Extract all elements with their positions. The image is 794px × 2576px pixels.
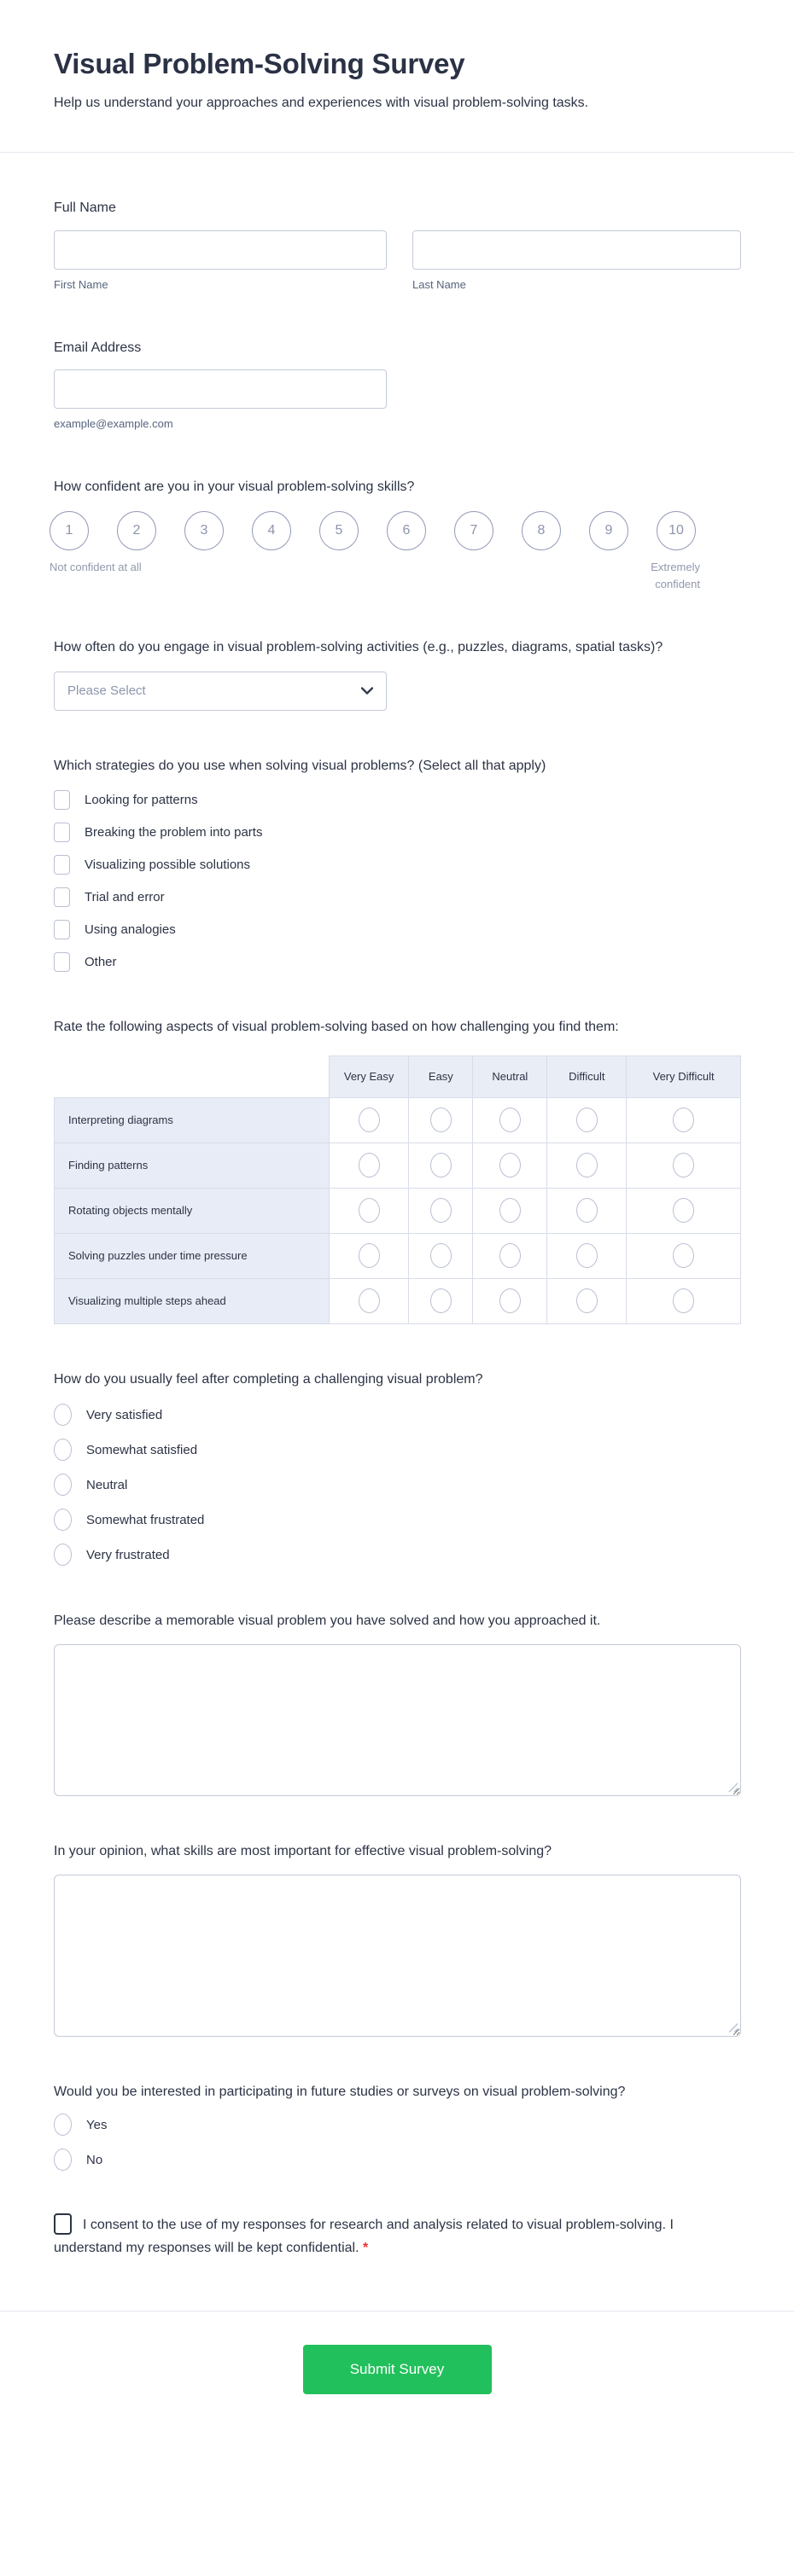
matrix-cell[interactable] xyxy=(547,1278,627,1323)
matrix-row-finding-patterns xyxy=(55,1143,741,1188)
question-confidence-scale xyxy=(50,476,741,592)
matrix-col-header: Neutral xyxy=(473,1055,547,1097)
header-divider xyxy=(0,152,794,153)
matrix-col-header: Easy xyxy=(409,1055,473,1097)
strategy-option-label: Breaking the problem into parts xyxy=(85,825,263,840)
matrix-radio[interactable] xyxy=(673,1198,694,1223)
matrix-radio[interactable] xyxy=(359,1108,380,1132)
matrix-radio[interactable] xyxy=(673,1108,694,1132)
matrix-radio[interactable] xyxy=(430,1243,452,1268)
matrix-radio[interactable] xyxy=(499,1198,521,1223)
scale-option-1[interactable]: 1 xyxy=(50,511,89,550)
matrix-row-time-pressure xyxy=(55,1233,741,1278)
matrix-col-header: Difficult xyxy=(547,1055,627,1097)
feeling-option-label: Neutral xyxy=(86,1477,128,1492)
strategy-option-patterns[interactable] xyxy=(54,790,741,810)
question-skills xyxy=(54,1840,741,2037)
matrix-cell[interactable] xyxy=(473,1188,547,1233)
matrix-cell[interactable] xyxy=(409,1278,473,1323)
email-sublabel: example@example.com xyxy=(54,417,173,431)
skills-question-label: In your opinion, what skills are most important for effective visual problem-solving? xyxy=(54,1844,552,1859)
question-frequency xyxy=(54,637,741,711)
strategy-option-label: Looking for patterns xyxy=(85,793,198,808)
memorable-textarea[interactable] xyxy=(54,1644,741,1796)
scale-options xyxy=(50,511,741,550)
matrix-row-label: Finding patterns xyxy=(55,1143,330,1188)
matrix-col-header: Very Easy xyxy=(329,1055,408,1097)
scale-option-3[interactable]: 3 xyxy=(184,511,224,550)
matrix-cell[interactable] xyxy=(627,1188,741,1233)
matrix-row-label: Solving puzzles under time pressure xyxy=(55,1233,330,1278)
scale-option-2[interactable]: 2 xyxy=(117,511,156,550)
chevron-down-icon xyxy=(361,687,373,695)
scale-option-7[interactable]: 7 xyxy=(454,511,493,550)
matrix-radio[interactable] xyxy=(673,1153,694,1178)
radio-icon[interactable] xyxy=(54,1544,72,1566)
matrix-cell[interactable] xyxy=(547,1233,627,1278)
matrix-row-label: Rotating objects mentally xyxy=(55,1188,330,1233)
matrix-radio[interactable] xyxy=(673,1288,694,1313)
consent-label: I consent to the use of my responses for research and analysis related to visual problem-solving. I understand my responses will be kept confidential. xyxy=(54,2218,674,2255)
matrix-cell[interactable] xyxy=(547,1188,627,1233)
page-title: Visual Problem-Solving Survey xyxy=(54,48,465,79)
matrix-cell[interactable] xyxy=(473,1097,547,1143)
matrix-radio[interactable] xyxy=(576,1288,598,1313)
feeling-option-label: Very frustrated xyxy=(86,1547,170,1562)
matrix-radio[interactable] xyxy=(430,1153,452,1178)
question-future-interest xyxy=(54,2081,741,2172)
required-asterisk: * xyxy=(362,2240,369,2255)
matrix-corner-cell xyxy=(55,1055,330,1097)
checkbox-icon[interactable] xyxy=(54,855,70,875)
email-label: Email Address xyxy=(54,340,142,355)
matrix-cell[interactable] xyxy=(627,1233,741,1278)
checkbox-icon[interactable] xyxy=(54,823,70,842)
matrix-radio[interactable] xyxy=(576,1153,598,1178)
feeling-option-somewhat-frustrated[interactable] xyxy=(54,1509,741,1531)
matrix-cell[interactable] xyxy=(627,1278,741,1323)
scale-option-9[interactable]: 9 xyxy=(589,511,628,550)
scale-option-8[interactable]: 8 xyxy=(522,511,561,550)
matrix-row-label: Interpreting diagrams xyxy=(55,1097,330,1143)
matrix-cell[interactable] xyxy=(329,1143,408,1188)
checkbox-icon[interactable] xyxy=(54,790,70,810)
question-challenge-matrix xyxy=(54,1016,741,1324)
strategy-option-other[interactable] xyxy=(54,952,741,972)
consent-checkbox[interactable] xyxy=(54,2213,72,2235)
future-option-label: No xyxy=(86,2152,103,2167)
matrix-cell[interactable] xyxy=(409,1233,473,1278)
strategy-option-label: Using analogies xyxy=(85,922,176,938)
scale-right-label: Extremely confident xyxy=(651,561,700,590)
radio-icon[interactable] xyxy=(54,1404,72,1426)
radio-icon[interactable] xyxy=(54,2114,72,2136)
page-subtitle: Help us understand your approaches and experiences with visual problem-solving tasks. xyxy=(54,96,589,110)
question-consent xyxy=(54,2213,741,2307)
strategy-option-analogies[interactable] xyxy=(54,920,741,939)
matrix-radio[interactable] xyxy=(499,1288,521,1313)
matrix-radio[interactable] xyxy=(673,1243,694,1268)
strategy-option-breaking[interactable] xyxy=(54,823,741,842)
memorable-question-label: Please describe a memorable visual problem you have solved and how you approached it. xyxy=(54,1614,601,1629)
full-name-label: Full Name xyxy=(54,200,116,215)
email-input[interactable] xyxy=(54,369,387,409)
matrix-cell[interactable] xyxy=(329,1188,408,1233)
question-email xyxy=(54,337,741,433)
submit-area xyxy=(0,2311,794,2437)
matrix-cell[interactable] xyxy=(409,1097,473,1143)
matrix-cell[interactable] xyxy=(627,1097,741,1143)
consent-row[interactable] xyxy=(54,2213,737,2259)
matrix-row-label: Visualizing multiple steps ahead xyxy=(55,1278,330,1323)
matrix-row-interpreting-diagrams xyxy=(55,1097,741,1143)
matrix-cell[interactable] xyxy=(409,1143,473,1188)
matrix-radio[interactable] xyxy=(430,1198,452,1223)
future-option-no[interactable] xyxy=(54,2149,741,2171)
strategy-option-label: Other xyxy=(85,955,117,970)
confidence-question-label: How confident are you in your visual problem-solving skills? xyxy=(54,480,415,495)
feeling-option-somewhat-satisfied[interactable] xyxy=(54,1439,741,1461)
feelings-question-label: How do you usually feel after completing a challenging visual problem? xyxy=(54,1371,483,1387)
matrix-radio[interactable] xyxy=(430,1108,452,1132)
matrix-radio[interactable] xyxy=(576,1108,598,1132)
checkbox-icon[interactable] xyxy=(54,920,70,939)
matrix-cell[interactable] xyxy=(409,1188,473,1233)
strategy-option-label: Visualizing possible solutions xyxy=(85,858,251,873)
matrix-row-rotating-objects xyxy=(55,1188,741,1233)
feeling-option-neutral[interactable] xyxy=(54,1474,741,1496)
matrix-cell[interactable] xyxy=(329,1097,408,1143)
matrix-radio[interactable] xyxy=(499,1153,521,1178)
matrix-cell[interactable] xyxy=(473,1233,547,1278)
matrix-radio[interactable] xyxy=(359,1153,380,1178)
matrix-row-multiple-steps xyxy=(55,1278,741,1323)
scale-option-6[interactable]: 6 xyxy=(387,511,426,550)
first-name-sublabel: First Name xyxy=(54,277,108,291)
feeling-option-label: Somewhat satisfied xyxy=(86,1442,198,1457)
feeling-option-label: Very satisfied xyxy=(86,1407,163,1422)
future-option-label: Yes xyxy=(86,2117,108,2132)
feeling-option-label: Somewhat frustrated xyxy=(86,1512,205,1527)
matrix-question-label: Rate the following aspects of visual problem-solving based on how challenging you find them: xyxy=(54,1020,619,1035)
challenge-matrix-table xyxy=(54,1055,741,1324)
radio-icon[interactable] xyxy=(54,2149,72,2171)
scale-option-5[interactable]: 5 xyxy=(319,511,359,550)
strategy-option-visualizing[interactable] xyxy=(54,855,741,875)
matrix-radio[interactable] xyxy=(359,1288,380,1313)
matrix-cell[interactable] xyxy=(627,1143,741,1188)
strategies-question-label: Which strategies do you use when solving visual problems? (Select all that apply) xyxy=(54,758,546,773)
strategy-option-trial-error[interactable] xyxy=(54,887,741,907)
scale-left-label: Not confident at all xyxy=(50,561,142,574)
future-interest-question-label: Would you be interested in participating in future studies or surveys on visual problem-solving? xyxy=(54,2084,626,2099)
matrix-radio[interactable] xyxy=(359,1243,380,1268)
question-memorable-problem xyxy=(54,1610,741,1796)
submit-button[interactable]: Submit Survey xyxy=(303,2345,492,2394)
matrix-radio[interactable] xyxy=(499,1108,521,1132)
matrix-cell[interactable] xyxy=(547,1143,627,1188)
strategy-option-label: Trial and error xyxy=(85,890,165,905)
last-name-sublabel: Last Name xyxy=(412,277,466,291)
matrix-cell[interactable] xyxy=(329,1233,408,1278)
scale-option-10[interactable]: 10 xyxy=(657,511,696,550)
frequency-question-label: How often do you engage in visual problem-solving activities (e.g., puzzles, diagrams, spatial tasks)? xyxy=(54,640,663,655)
scale-option-4[interactable]: 4 xyxy=(252,511,291,550)
last-name-input[interactable] xyxy=(412,230,741,270)
matrix-cell[interactable] xyxy=(473,1278,547,1323)
matrix-cell[interactable] xyxy=(329,1278,408,1323)
matrix-cell[interactable] xyxy=(547,1097,627,1143)
matrix-radio[interactable] xyxy=(499,1243,521,1268)
question-full-name xyxy=(54,197,741,293)
question-strategies xyxy=(54,755,741,973)
feeling-option-very-satisfied[interactable] xyxy=(54,1404,741,1426)
feeling-option-very-frustrated[interactable] xyxy=(54,1544,741,1566)
matrix-radio[interactable] xyxy=(576,1243,598,1268)
matrix-radio[interactable] xyxy=(576,1198,598,1223)
future-option-yes[interactable] xyxy=(54,2114,741,2136)
matrix-col-header: Very Difficult xyxy=(627,1055,741,1097)
question-feelings xyxy=(54,1369,741,1567)
radio-icon[interactable] xyxy=(54,1439,72,1461)
frequency-select-placeholder: Please Select xyxy=(67,683,146,699)
first-name-input[interactable] xyxy=(54,230,387,270)
checkbox-icon[interactable] xyxy=(54,952,70,972)
form-header xyxy=(0,0,794,152)
matrix-cell[interactable] xyxy=(473,1143,547,1188)
radio-icon[interactable] xyxy=(54,1509,72,1531)
skills-textarea[interactable] xyxy=(54,1875,741,2037)
checkbox-icon[interactable] xyxy=(54,887,70,907)
radio-icon[interactable] xyxy=(54,1474,72,1496)
matrix-radio[interactable] xyxy=(359,1198,380,1223)
frequency-select[interactable] xyxy=(54,672,387,711)
matrix-radio[interactable] xyxy=(430,1288,452,1313)
